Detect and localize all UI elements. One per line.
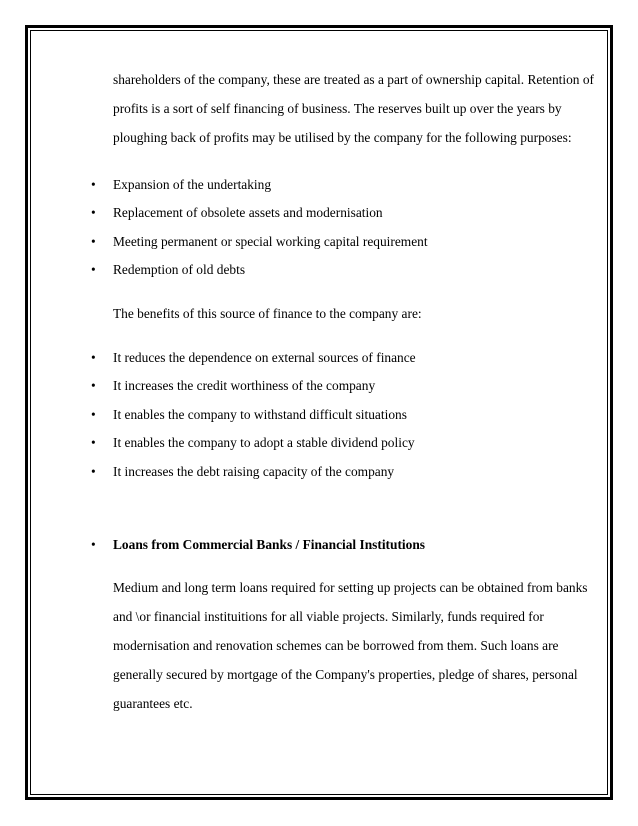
benefit-item-3: It enables the company to withstand difficult situations (113, 407, 407, 422)
benefit-item-2: It increases the credit worthiness of the company (113, 378, 376, 393)
intro-line-3: ploughing back of profits may be utilised by the company for the following purposes: (113, 130, 572, 145)
bullet-icon: • (91, 407, 96, 422)
purpose-item-2: Replacement of obsolete assets and modernisation (113, 205, 383, 220)
benefit-item-5: It increases the debt raising capacity of the company (113, 464, 395, 479)
bullet-icon: • (91, 177, 96, 192)
intro-line-2: profits is a sort of self financing of business. The reserves built up over the years by (113, 101, 562, 116)
section-line-4: generally secured by mortgage of the Company's properties, pledge of shares, personal (113, 667, 578, 682)
bullet-icon: • (91, 378, 96, 393)
bullet-icon: • (91, 435, 96, 450)
bullet-icon: • (91, 234, 96, 249)
bullet-icon: • (91, 537, 96, 552)
bullet-icon: • (91, 350, 96, 365)
section-line-3: modernisation and renovation schemes can be borrowed from them. Such loans are (113, 638, 559, 653)
section-line-2: and \or financial instituitions for all viable projects. Similarly, funds required for (113, 609, 544, 624)
section-line-1: Medium and long term loans required for setting up projects can be obtained from banks (113, 580, 588, 595)
purpose-item-4: Redemption of old debts (113, 262, 246, 277)
benefits-intro: The benefits of this source of finance to the company are: (113, 306, 422, 321)
bullet-icon: • (91, 262, 96, 277)
section-heading: Loans from Commercial Banks / Financial Institutions (113, 537, 425, 552)
purpose-item-1: Expansion of the undertaking (113, 177, 272, 192)
bullet-icon: • (91, 464, 96, 479)
purpose-item-3: Meeting permanent or special working capital requirement (113, 234, 428, 249)
section-line-5: guarantees etc. (113, 696, 193, 711)
benefit-item-4: It enables the company to adopt a stable dividend policy (113, 435, 415, 450)
bullet-icon: • (91, 205, 96, 220)
intro-line-1: shareholders of the company, these are treated as a part of ownership capital. Retention of (113, 72, 595, 87)
benefit-item-1: It reduces the dependence on external sources of finance (113, 350, 416, 365)
